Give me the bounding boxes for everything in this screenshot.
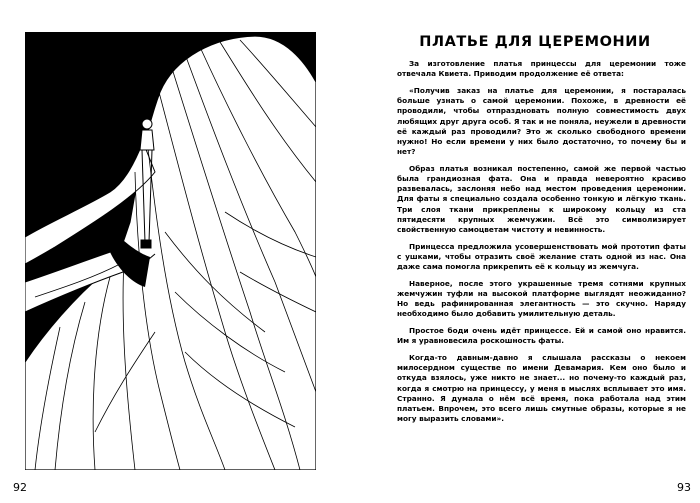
paragraph: За изготовление платья принцессы для церемонии тоже отвечала Квиета. Приводим продолжение её ответа: [397, 59, 686, 79]
chapter-title: ПЛАТЬЕ ДЛЯ ЦЕРЕМОНИИ [419, 34, 651, 50]
paragraph: Образ платья возникал постепенно, самой же первой частью была грандиозная фата. Она и правда невероятно красиво развевалась, заслоняя небо над местом проведения церемонии. Для фаты я специально создала особенно тонкую и лёгкую ткань. Три слоя ткани прикреплены к широкому кольцу из ста пятидесяти крупных жемчужин. Всё это символизирует свойственную самоцветам чистоту и невинность. [397, 163, 686, 235]
paragraph: Принцесса предложила усовершенствовать мой прототип фаты с ушками, чтобы отразить своё желание стать одной из нас. Она даже сама помогла прикрепить её к кольцу из жемчуга. [397, 241, 686, 272]
right-page [350, 0, 700, 503]
left-page-number: 92 [13, 481, 27, 494]
veil-drawing [25, 32, 316, 470]
paragraph: «Получив заказ на платье для церемонии, я постаралась больше узнать о самой церемонии. Похоже, в древности её проводили, чтобы отпраздновать полную совместимость двух любящих друг друга особ. Я так и не поняла, неужели в древности её каждый раз проводили? Это ж сколько свободного времени нужно! Но если времени у них было достаточно, то почему бы и нет? [397, 85, 686, 157]
paragraph: Наверное, после этого украшенные тремя сотнями крупных жемчужин туфли на высокой платформе выглядят неожиданно? Но ведь рафинированная элегантность — это скучно. Наряду необходимо было добавить умилительную деталь. [397, 278, 686, 319]
right-page-number: 93 [677, 481, 691, 494]
veil-illustration [25, 32, 316, 470]
paragraph: Когда-то давным-давно я слышала рассказы о некоем милосердном существе по имени Девамария. Кем оно было и откуда взялось, уже никто не знает... но почему-то каждый раз, когда я смотрю на принцессу, у меня в мыслях всплывает это имя. Странно. Я думала о нём всё время, пока работала над этим платьем. Впрочем, это всего лишь смутные образы, которые я не могу выразить словами». [397, 353, 686, 424]
paragraph: Простое боди очень идёт принцессе. Ей и самой оно нравится. Им я уравновесила роскошность фаты. [397, 326, 686, 346]
body-text [397, 59, 686, 431]
